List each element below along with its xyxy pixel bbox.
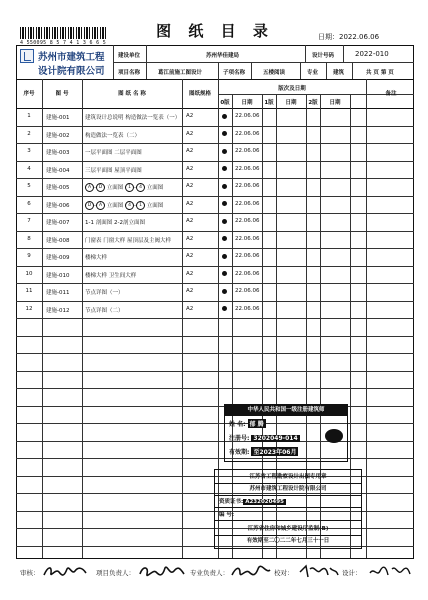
row-issue-date: 22.06.06 <box>235 305 260 312</box>
document-title: 图 纸 目 录 <box>156 22 274 40</box>
row-issue-date: 22.06.06 <box>235 270 260 277</box>
row-drawing-no: 建施-009 <box>46 255 70 261</box>
design-no-value: 2022-010 <box>355 50 389 58</box>
barcode <box>20 27 108 39</box>
discipline-lead-label: 专业负责人： <box>190 569 229 577</box>
issued-marker-icon <box>222 149 227 154</box>
col-header-version-0: 0版 <box>220 100 230 106</box>
row-drawing-no: 建施-001 <box>46 115 70 121</box>
unit-value: 苏州华佳建局 <box>206 53 240 59</box>
issue-stamp-cert-label: 资质证书: <box>219 499 244 505</box>
row-issue-date: 22.06.06 <box>235 288 260 294</box>
discipline-value: 建筑 <box>333 70 345 76</box>
check-label: 校对： <box>274 569 294 577</box>
row-drawing-name: 楼梯大样 <box>85 255 108 261</box>
row-seq: 7 <box>27 218 31 224</box>
row-spec: A2 <box>186 165 194 172</box>
row-issue-date: 22.06.06 <box>235 165 260 172</box>
issue-stamp-line2: 苏州市建筑工程设计院有限公司 <box>215 484 361 496</box>
row-spec: A2 <box>186 253 194 259</box>
issued-marker-icon <box>222 131 227 136</box>
row-issue-date: 22.06.06 <box>235 113 260 119</box>
issued-marker-icon <box>222 114 227 119</box>
issued-marker-icon <box>222 184 227 189</box>
row-seq: 2 <box>27 130 31 137</box>
row-spec: A2 <box>186 235 194 242</box>
project-lead-label: 项目负责人： <box>96 569 135 577</box>
row-drawing-no: 建施-007 <box>46 220 70 226</box>
row-seq: 1 <box>27 113 31 119</box>
row-spec: A2 <box>186 130 194 137</box>
row-seq: 8 <box>27 235 31 242</box>
row-spec: A2 <box>186 113 194 119</box>
issue-stamp-line5: 江苏省住房和城乡建设厅监制(B) <box>215 524 361 536</box>
row-issue-date: 22.06.06 <box>235 200 260 207</box>
row-issue-date: 22.06.06 <box>235 218 260 224</box>
architect-stamp-title: 中华人民共和国一级注册建筑师 <box>225 405 347 416</box>
issued-marker-icon <box>222 306 227 311</box>
row-drawing-name: 1-1 剖面图 2-2剖立面图 <box>85 220 145 226</box>
signature-footer <box>20 563 420 583</box>
row-seq: 12 <box>25 305 33 312</box>
issued-marker-icon <box>222 219 227 224</box>
col-header-version-1: 日期 <box>241 100 253 106</box>
row-issue-date: 22.06.06 <box>235 148 260 154</box>
barcode-number: 4 550095 8 5 7 4 1 3 6 6 5 <box>20 40 107 46</box>
col-header-version-3: 日期 <box>285 100 297 106</box>
col-header-spec: 图纸规格 <box>188 91 211 97</box>
seal-icon <box>325 429 343 443</box>
row-issue-date: 22.06.06 <box>235 253 260 259</box>
row-spec: A2 <box>186 200 194 207</box>
row-issue-date: 22.06.06 <box>235 235 260 242</box>
row-seq: 5 <box>27 183 31 189</box>
row-drawing-name: 门窗表 门窗大样 屋顶层及主阀大样 <box>85 237 171 244</box>
row-seq: 6 <box>27 200 31 207</box>
unit-label: 建设单位 <box>118 53 141 59</box>
col-header-version-4: 2版 <box>308 100 318 106</box>
col-header-version-2: 1版 <box>264 100 274 106</box>
row-spec: A2 <box>186 218 194 224</box>
row-drawing-name: D - A 立面图 4 - 1 立面图 <box>85 201 163 210</box>
issued-marker-icon <box>222 236 227 241</box>
row-spec: A2 <box>186 183 194 189</box>
architect-reg-label: 注册号: <box>229 435 250 442</box>
issue-stamp-cert-value: A232020495 <box>245 499 284 505</box>
architect-valid-label: 有效期: <box>229 449 250 456</box>
row-drawing-no: 建施-006 <box>46 202 70 209</box>
row-drawing-name: 三层平面图 屋顶平面图 <box>85 167 142 174</box>
pages-label: 共 页 第 页 <box>366 70 394 76</box>
issue-stamp-line1: 江苏省工程勘察设计出图专用章 <box>215 472 361 484</box>
issued-marker-icon <box>222 289 227 294</box>
company-logo-icon <box>20 49 34 63</box>
row-issue-date: 22.06.06 <box>235 130 260 137</box>
col-header-remark: 备注 <box>385 91 397 97</box>
architect-valid-value: 至2023年06月 <box>253 449 297 456</box>
row-drawing-name: 建筑设计总说明 构造做法一览表（一） <box>85 115 181 121</box>
row-spec: A2 <box>186 305 194 312</box>
company-logo-block <box>17 46 113 79</box>
row-drawing-name: 构造做法一览表（二） <box>85 132 141 139</box>
design-signature <box>368 563 412 581</box>
row-drawing-name: 楼梯大样 卫生间大样 <box>85 272 137 279</box>
col-header-drawing-no: 图 号 <box>55 91 69 97</box>
row-spec: A2 <box>186 288 194 294</box>
architect-reg-value: 3202049-014 <box>253 435 298 442</box>
subproject-label: 子项名称 <box>223 70 246 76</box>
review-label: 审核： <box>20 569 40 577</box>
document-date: 日期：2022.06.06 <box>318 33 380 41</box>
design-issue-stamp <box>214 469 362 549</box>
design-no-label: 设计号码 <box>312 53 335 59</box>
row-drawing-no: 建施-010 <box>46 272 70 279</box>
issue-stamp-seq-label: 编 号: <box>215 510 361 521</box>
row-drawing-no: 建施-002 <box>46 132 70 139</box>
row-drawing-no: 建施-005 <box>46 185 70 191</box>
row-drawing-no: 建施-011 <box>46 290 70 296</box>
row-seq: 9 <box>27 253 31 259</box>
row-spec: A2 <box>186 148 194 154</box>
design-label: 设计： <box>342 569 362 577</box>
row-drawing-no: 建施-003 <box>46 150 70 156</box>
row-drawing-name: A - D 立面图 1 - 4 立面图 <box>85 183 163 192</box>
row-drawing-no: 建施-008 <box>46 237 70 244</box>
review-signature <box>42 563 88 581</box>
row-seq: 11 <box>25 288 33 294</box>
check-signature <box>298 563 340 581</box>
row-spec: A2 <box>186 270 194 277</box>
discipline-lead-signature <box>230 563 272 581</box>
project-lead-signature <box>138 563 186 581</box>
row-drawing-name: 节点详图（一） <box>85 290 124 296</box>
subproject-value: 五楼阅读 <box>263 70 286 76</box>
issued-marker-icon <box>222 166 227 171</box>
project-name-value: 葛江前施工图设计 <box>158 70 203 76</box>
row-drawing-name: 一层平面图 二层平面图 <box>85 150 142 156</box>
architect-registration-stamp <box>224 404 348 462</box>
row-drawing-no: 建施-012 <box>46 307 70 314</box>
row-drawing-no: 建施-004 <box>46 167 70 174</box>
row-issue-date: 22.06.06 <box>235 183 260 189</box>
issued-marker-icon <box>222 271 227 276</box>
row-drawing-name: 节点详图（二） <box>85 307 124 314</box>
col-header-version-5: 日期 <box>329 100 341 106</box>
col-header-seq: 序号 <box>23 91 35 97</box>
architect-name-label: 姓 名: <box>229 421 246 428</box>
row-seq: 3 <box>27 148 31 154</box>
company-name-line2: 设计院有限公司 <box>38 66 105 77</box>
architect-name-value: 郁 腾 <box>249 421 264 428</box>
issue-stamp-line6: 有效期至二〇二二年七月三十一日 <box>246 538 330 544</box>
row-seq: 4 <box>27 165 31 172</box>
col-header-version-date: 版次及日期 <box>278 86 306 92</box>
issued-marker-icon <box>222 254 227 259</box>
discipline-label: 专业 <box>307 70 319 76</box>
company-name-line1: 苏州市建筑工程 <box>38 52 105 63</box>
col-header-drawing-name: 图 纸 名 称 <box>118 91 146 97</box>
project-name-label: 项目名称 <box>118 70 141 76</box>
issued-marker-icon <box>222 201 227 206</box>
row-seq: 10 <box>25 270 33 277</box>
